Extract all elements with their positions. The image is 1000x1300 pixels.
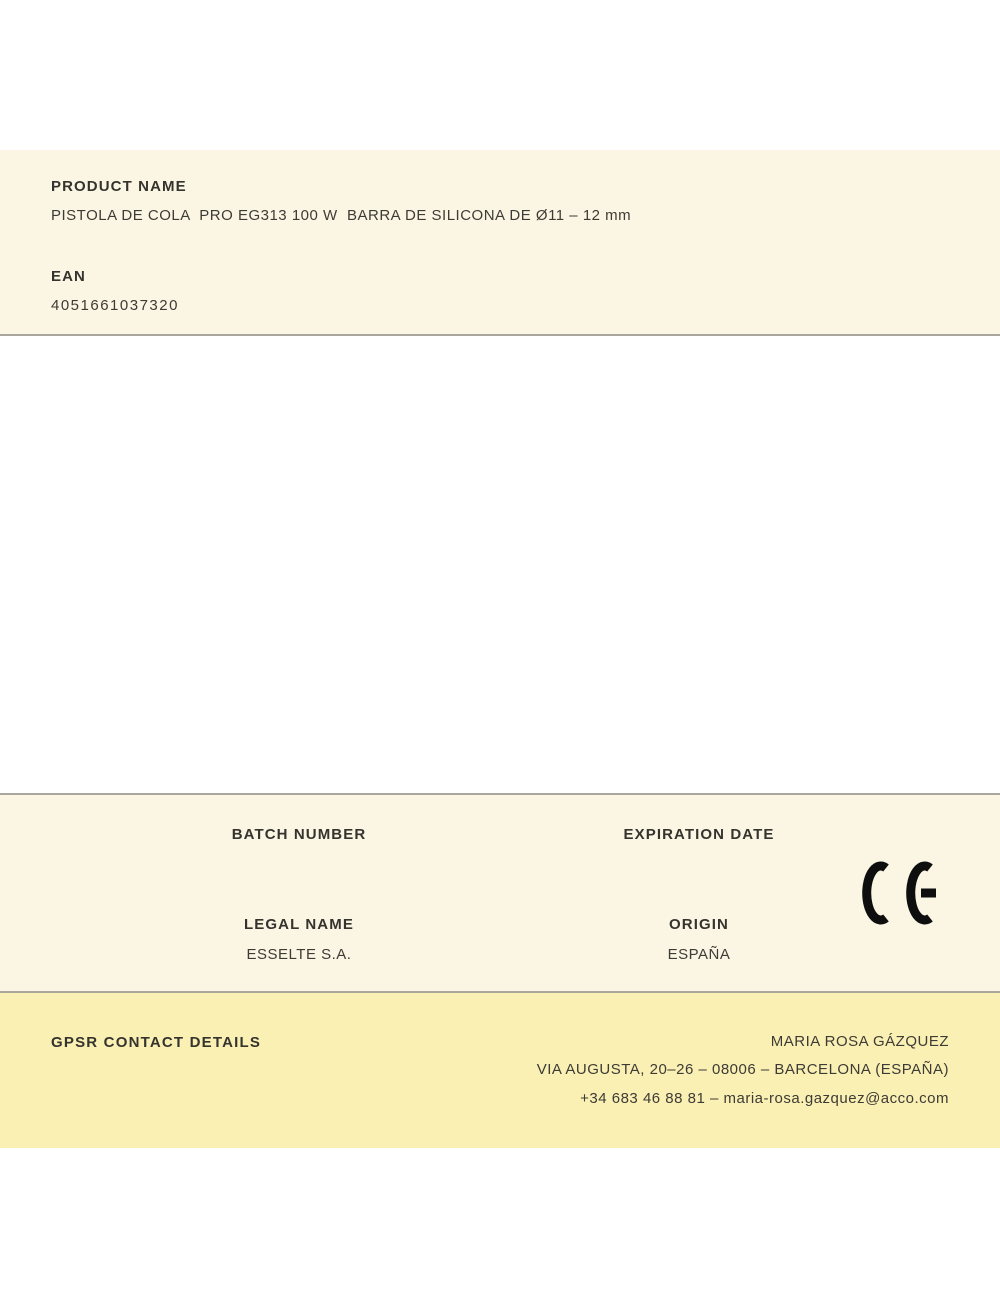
ean-label: EAN xyxy=(51,268,86,285)
gpsr-contact-details-label: GPSR CONTACT DETAILS xyxy=(51,1034,262,1051)
batch-legal-section xyxy=(0,793,1000,993)
legal-name-value: ESSELTE S.A. xyxy=(246,946,352,963)
expiration-date-label: EXPIRATION DATE xyxy=(623,826,775,843)
gpsr-contact-address: VIA AUGUSTA, 20–26 – 08006 – BARCELONA (ESPAÑA) xyxy=(536,1061,949,1078)
batch-number-label: BATCH NUMBER xyxy=(231,826,367,843)
product-name-value: PISTOLA DE COLA PRO EG313 100 W BARRA DE SILICONA DE Ø11 – 12 mm xyxy=(51,207,632,224)
product-info-section xyxy=(0,150,1000,336)
gpsr-contact-section xyxy=(0,993,1000,1148)
gpsr-contact-phone-email: +34 683 46 88 81 – maria-rosa.gazquez@acco.com xyxy=(580,1090,949,1107)
gpsr-contact-name: MARIA ROSA GÁZQUEZ xyxy=(770,1033,949,1050)
origin-value: ESPAÑA xyxy=(667,946,731,963)
legal-name-label: LEGAL NAME xyxy=(244,916,354,933)
ean-value: 4051661037320 xyxy=(51,297,179,314)
product-name-label: PRODUCT NAME xyxy=(51,178,187,195)
ce-mark-icon xyxy=(857,861,943,925)
origin-label: ORIGIN xyxy=(669,916,729,933)
